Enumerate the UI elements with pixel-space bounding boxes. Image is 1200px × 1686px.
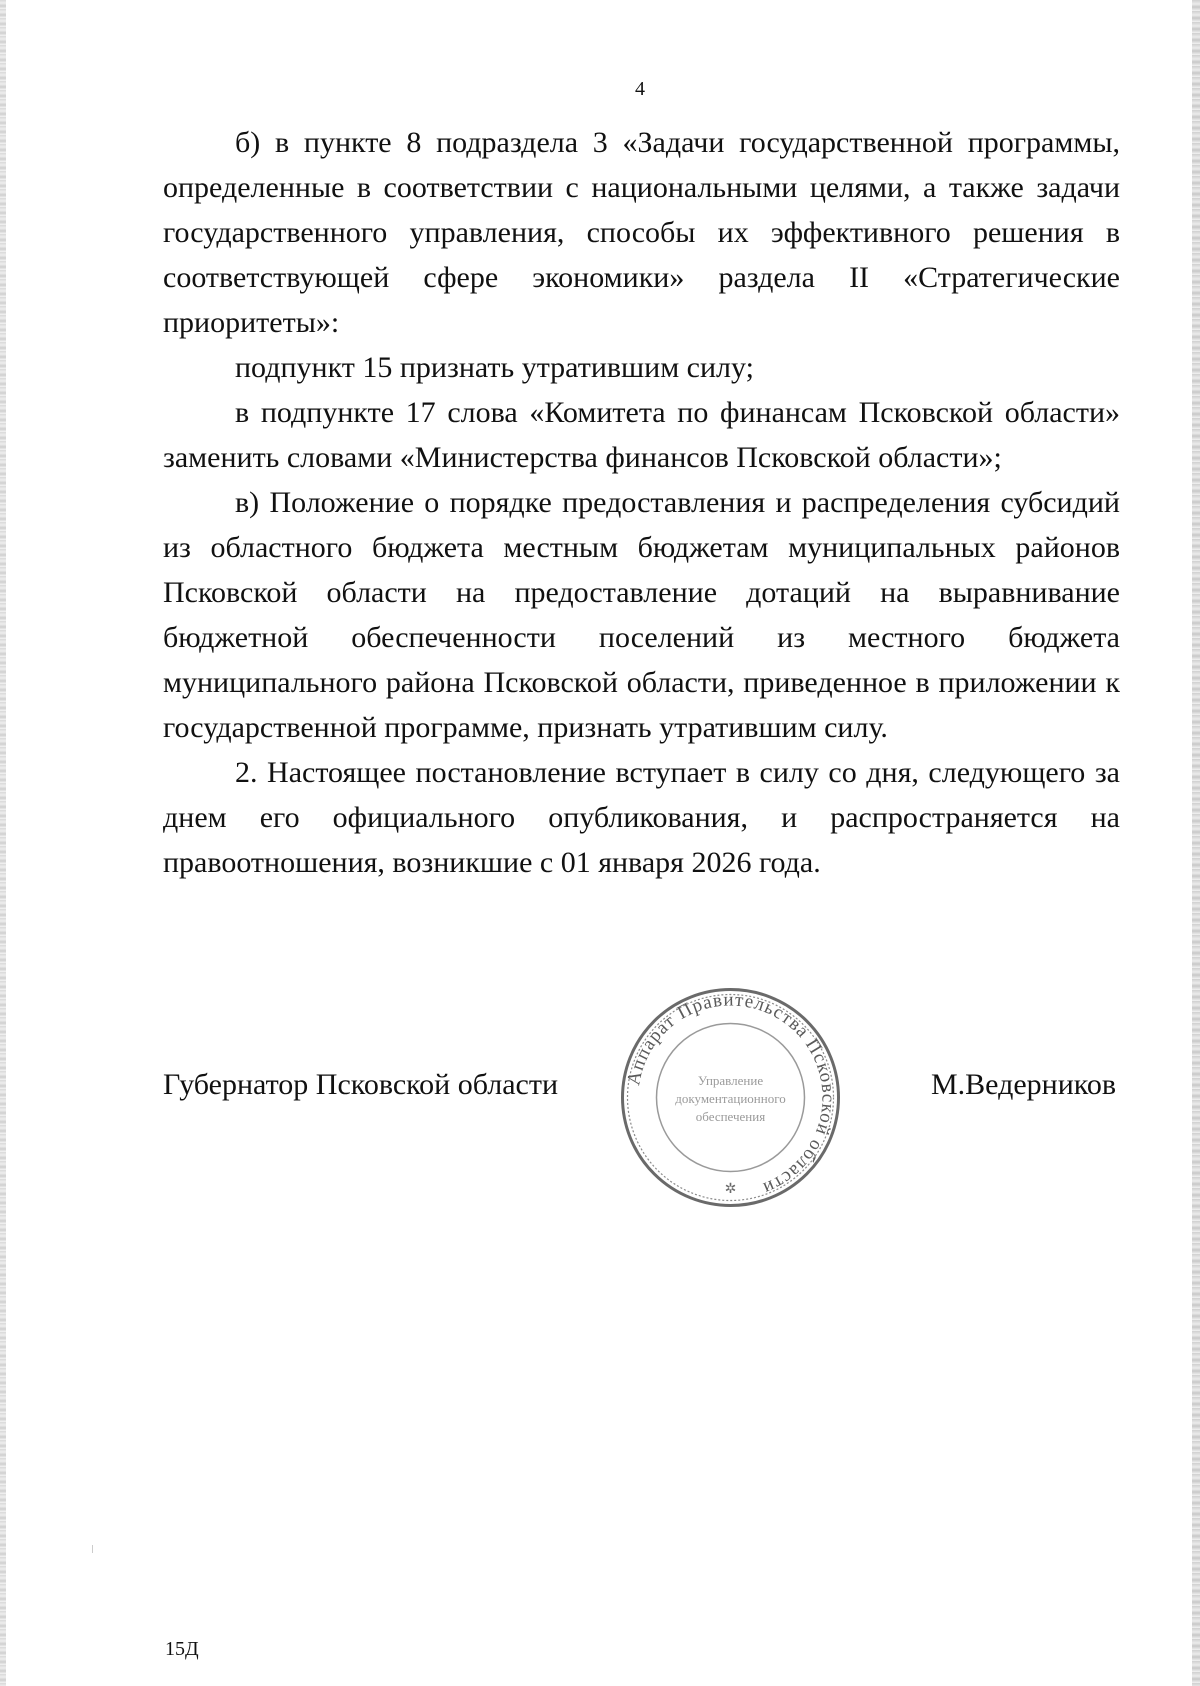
scan-artifact — [92, 1545, 93, 1553]
seal-inner-line-3: обеспечения — [695, 1109, 766, 1124]
signer-name: М.Ведерников — [930, 1068, 1116, 1101]
seal-inner-line-1: Управление — [697, 1073, 764, 1088]
scan-edge-left — [0, 0, 6, 1686]
document-body — [163, 120, 1120, 885]
page-number: 4 — [635, 78, 645, 100]
paragraph-2-effective-date: 2. Настоящее постановление вступает в силу со дня, следующего за днем его официального опубликования, и распространяется на правоотношения, возникшие с 01 января 2026 года. — [163, 756, 1120, 879]
seal-inner-line-2: документационного — [675, 1091, 786, 1106]
paragraph-b: б) в пункте 8 подраздела 3 «Задачи государственной программы, определенные в соответствии с национальными целями, а также задачи государственного управления, способы их эффективного решения в соответствующей сфере экономики» раздела II «Стратегические приоритеты»: — [163, 126, 1120, 339]
paragraph-subitem-15: подпункт 15 признать утратившим силу; — [235, 351, 754, 384]
seal-outer-text: Аппарат Правительства Псковской области — [623, 989, 839, 1200]
paragraph-subitem-17: в подпункте 17 слова «Комитета по финансам Псковской области» заменить словами «Министерства финансов Псковской области»; — [163, 396, 1120, 474]
signer-title: Губернатор Псковской области — [163, 1068, 559, 1101]
footer-code: 15Д — [165, 1638, 199, 1660]
official-seal — [618, 985, 843, 1210]
scan-edge-right — [1192, 0, 1200, 1686]
seal-star-icon: ✲ — [724, 1181, 737, 1197]
paragraph-v: в) Положение о порядке предоставления и распределения субсидий из областного бюджета местным бюджетам муниципальных районов Псковской области на предоставление дотаций на выравнивание бюджетной обеспеченности поселений из местного бюджета муниципального района Псковской области, приведенное в приложении к государственной программе, признать утратившим силу. — [163, 486, 1120, 744]
